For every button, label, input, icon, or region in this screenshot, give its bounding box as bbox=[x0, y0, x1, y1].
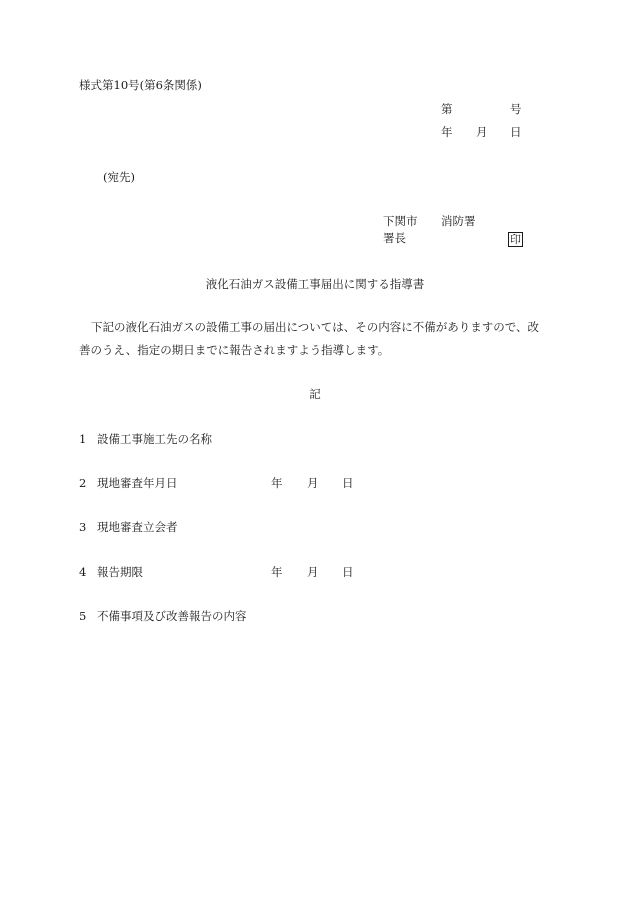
issuer-title: 署長 bbox=[383, 231, 406, 245]
issue-date-day: 日 bbox=[510, 125, 522, 139]
list-item bbox=[79, 434, 212, 446]
item-label: 不備事項及び改善報告の内容 bbox=[97, 609, 247, 623]
form-label: 様式第10号(第6条関係) bbox=[79, 78, 202, 92]
inspection-date-year: 年 bbox=[271, 476, 283, 490]
issue-date-month: 月 bbox=[476, 125, 488, 139]
seal-icon: 印 bbox=[510, 233, 521, 246]
record-label: 記 bbox=[309, 387, 321, 401]
item-number: 5 bbox=[79, 609, 87, 623]
seal-mark bbox=[508, 232, 523, 247]
item-number: 3 bbox=[79, 520, 87, 534]
issue-date-year: 年 bbox=[441, 125, 453, 139]
document-number-prefix: 第 bbox=[441, 102, 453, 116]
item-label: 現地審査年月日 bbox=[97, 476, 178, 490]
list-item bbox=[79, 478, 178, 490]
report-deadline-year: 年 bbox=[271, 565, 283, 579]
inspection-date-day: 日 bbox=[342, 476, 354, 490]
item-label: 報告期限 bbox=[97, 565, 143, 579]
body-text: 下記の液化石油ガスの設備工事の届出については、その内容に不備がありますので、改善のうえ、指定の期日までに報告されますよう指導します。 bbox=[79, 320, 540, 357]
item-label: 設備工事施工先の名称 bbox=[97, 432, 212, 446]
addressee-label: (宛先) bbox=[103, 170, 135, 184]
inspection-date-month: 月 bbox=[307, 476, 319, 490]
document-title: 液化石油ガス設備工事届出に関する指導書 bbox=[205, 277, 425, 291]
list-item bbox=[79, 522, 178, 534]
item-label: 現地審査立会者 bbox=[97, 520, 178, 534]
issuer-city: 下関市 bbox=[383, 214, 418, 228]
report-deadline-day: 日 bbox=[342, 565, 354, 579]
item-number: 4 bbox=[79, 565, 87, 579]
item-number: 2 bbox=[79, 476, 87, 490]
issuer-office: 消防署 bbox=[441, 214, 476, 228]
item-number: 1 bbox=[79, 432, 87, 446]
body-paragraph bbox=[79, 316, 549, 362]
document-number-suffix: 号 bbox=[510, 102, 522, 116]
report-deadline-month: 月 bbox=[307, 565, 319, 579]
list-item bbox=[79, 611, 247, 623]
list-item bbox=[79, 567, 143, 579]
